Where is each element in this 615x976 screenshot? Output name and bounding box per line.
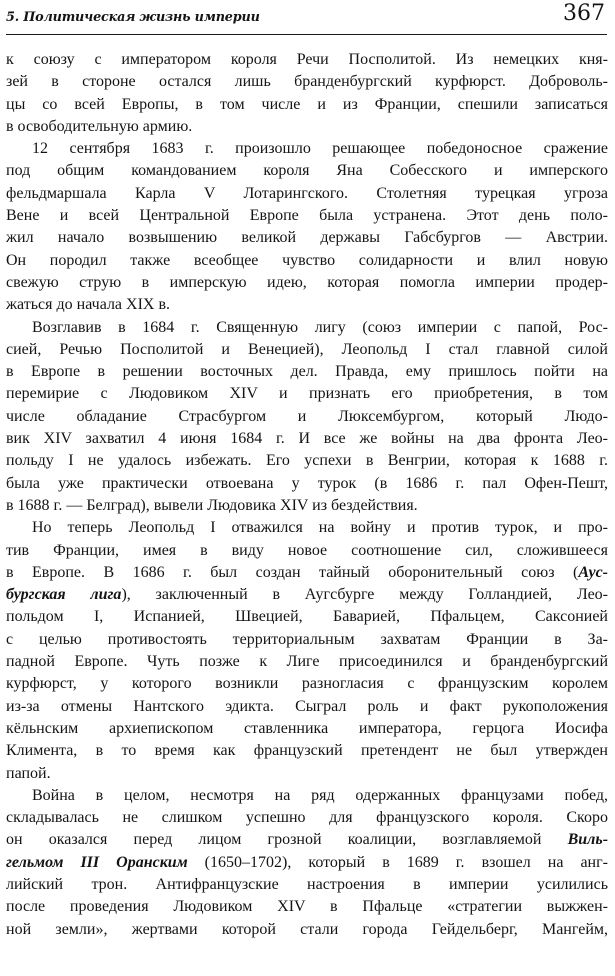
text-line: вик XIV захватил 4 июня 1684 г. И все же войны на два фронта Лео-: [6, 430, 608, 448]
italic-term: Виль-: [567, 831, 609, 849]
text-line: к союзу с императором короля Речи Посполитой. Из немецких кня-: [6, 51, 608, 68]
text-line: Он породил также всеобщее чувство солидарности и влил новую: [6, 251, 608, 269]
text-line: жил начало возвышению великой державы Габсбургов — Австрии.: [6, 229, 608, 247]
text-line: кёльнским архиепископом ставленника императора, герцога Иосифа: [6, 719, 608, 737]
text-line: [6, 852, 608, 874]
text-line: жаться до начала XIX в.: [6, 296, 171, 314]
text-run: он оказался перед лицом грозной коалиции, возглавляемой: [6, 831, 542, 849]
text-line: свежую струю в имперскую идею, которая помогла империи продер-: [6, 273, 608, 291]
page-number: 367: [563, 1, 605, 26]
paragraph: [6, 785, 608, 941]
italic-term: бургская лига: [6, 586, 122, 604]
text-line: с целью противостоять территориальным захватам Франции в За-: [6, 630, 608, 648]
text-line: [6, 584, 608, 606]
text-line: [6, 829, 608, 851]
text-run: ), заключенный в Аугсбурге между Голландией, Лео-: [121, 586, 608, 604]
text-run: (1650–1702), который в 1689 г. взошел на анг-: [187, 853, 609, 871]
text-line: 12 сентября 1683 г. произошло решающее победоносное сражение: [32, 140, 608, 158]
text-line: перемирие с Людовиком XIV и признать его приобретения, в том: [6, 385, 608, 403]
paragraph: [6, 49, 608, 138]
paragraph: [6, 138, 608, 316]
text-line: курфюрст, у которого возникли разногласия с французским королем: [6, 675, 608, 693]
text-line: сией, Речью Посполитой и Венецией), Леопольд I стал главной силой: [6, 340, 608, 358]
page-body: [6, 49, 608, 941]
text-line: папой.: [6, 764, 51, 782]
paragraph: [6, 517, 608, 785]
text-line: Климента, в то время как французский претендент не был утвержден: [6, 742, 608, 760]
text-line: тив Франции, имея в виду новое соотношение сил, сложившееся: [6, 541, 608, 559]
italic-term: гельмом III Оранским: [6, 853, 188, 871]
text-line: числе обладание Страсбургом и Люксембургом, который Людо-: [6, 407, 608, 425]
text-line: польду I не удалось избежать. Его успехи в Венгрии, которая к 1688 г.: [6, 452, 608, 470]
text-line: в Европе в решении восточных дел. Правда, ему пришлось пойти на: [6, 363, 608, 381]
text-line: ной земли», жертвами которой стали города Гейдельберг, Мангейм,: [6, 920, 608, 938]
paragraph: [6, 317, 608, 518]
text-line: была уже практически отвоевана у турок (в 1686 г. пал Офен-Пешт,: [6, 474, 608, 492]
text-line: фельдмаршала Карла V Лотарингского. Столетняя турецкая угроза: [6, 184, 608, 202]
running-head: 5. Политическая жизнь империи: [6, 10, 260, 25]
italic-term: Аус-: [578, 563, 608, 581]
text-line: [6, 562, 608, 584]
text-line: Но теперь Леопольд I отважился на войну и против турок, и про-: [32, 519, 608, 537]
text-line: после проведения Людовиком XIV в Пфальце «стратегии выжжен-: [6, 898, 608, 916]
text-line: Вене и всей Центральной Европе была устранена. Этот день поло-: [6, 207, 608, 225]
text-line: из-за отмены Нантского эдикта. Сыграл роль и факт рукоположения: [6, 697, 608, 715]
text-line: под общим командованием короля Яна Собесского и имперского: [6, 162, 608, 180]
text-line: складывалась не слишком успешно для французского короля. Скоро: [6, 809, 608, 827]
text-line: цы со всей Европы, в том числе и из Франции, спешили записаться: [6, 95, 608, 113]
text-run: в Европе. В 1686 г. был создан тайный оборонительный союз (: [6, 563, 579, 581]
text-line: в 1688 г. — Белград), вывели Людовика XIV из бездействия.: [6, 496, 418, 514]
text-line: Возглавив в 1684 г. Священную лигу (союз империи с папой, Рос-: [32, 318, 608, 336]
text-line: падной Европе. Чуть позже к Лиге присоединился и бранденбургский: [6, 653, 608, 671]
text-line: польдом I, Испанией, Швецией, Баварией, Пфальцем, Саксонией: [6, 608, 608, 626]
text-line: в освободительную армию.: [6, 117, 193, 135]
page-header: [6, 0, 607, 35]
text-line: Война в целом, несмотря на ряд одержанных французами побед,: [32, 786, 608, 804]
text-line: зей в стороне остался лишь бранденбургский курфюрст. Доброволь-: [6, 73, 608, 91]
text-line: лийский трон. Антифранцузские настроения в империи усилились: [6, 875, 608, 893]
